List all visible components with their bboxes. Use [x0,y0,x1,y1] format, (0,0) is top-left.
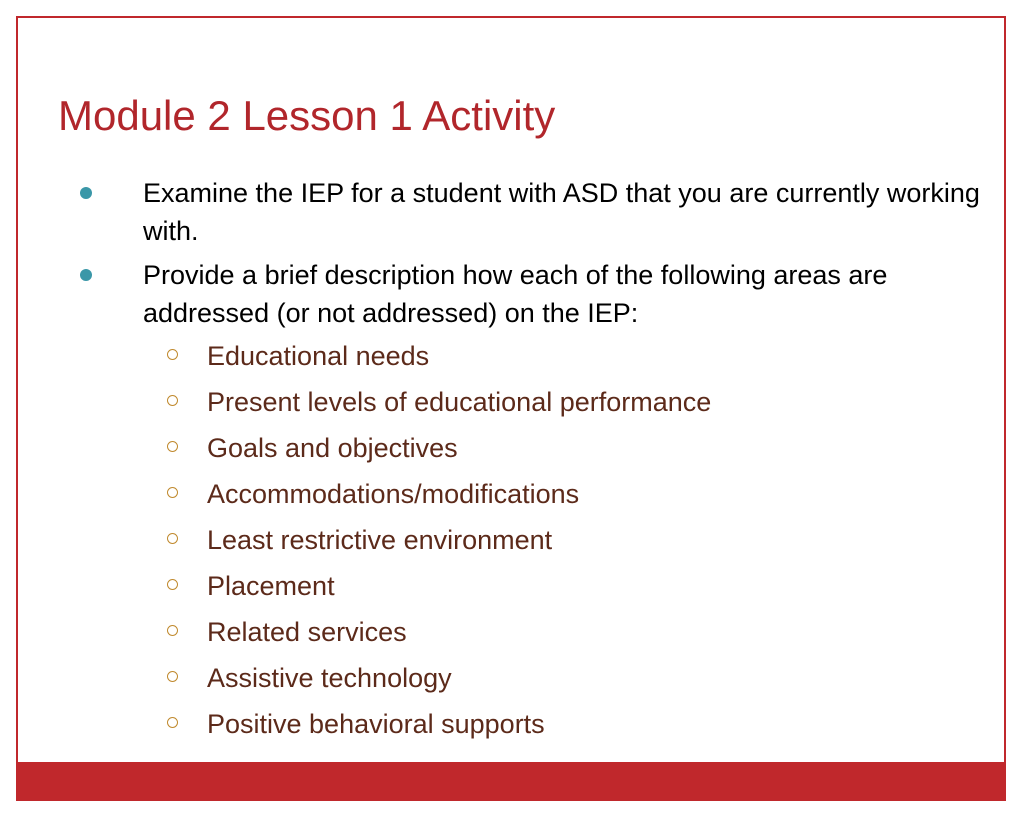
bullet-list [80,174,1010,758]
bullet-dot-icon [80,269,92,281]
sublist-item-label: Related services [207,617,407,647]
hollow-circle-icon [167,349,178,360]
sublist-item [143,522,1010,568]
sublist-item-label: Least restrictive environment [207,525,553,555]
hollow-circle-icon [167,487,178,498]
sublist-item-label: Educational needs [207,341,430,371]
area-sublist [143,338,1010,752]
hollow-circle-icon [167,717,178,728]
hollow-circle-icon [167,395,178,406]
sublist-item [143,338,1010,384]
sublist-item-label: Goals and objectives [207,433,458,463]
bullet-text: Examine the IEP for a student with ASD that you are currently working with. [143,178,980,246]
sublist-item-label: Placement [207,571,335,601]
sublist-item-label: Present levels of educational performance [207,387,712,417]
sublist-item [143,706,1010,752]
hollow-circle-icon [167,579,178,590]
bullet-dot-icon [80,187,92,199]
slide-title: Module 2 Lesson 1 Activity [58,92,556,139]
hollow-circle-icon [167,441,178,452]
hollow-circle-icon [167,671,178,682]
sublist-item [143,430,1010,476]
sublist-item-label: Positive behavioral supports [207,709,545,739]
bullet-item-examine [80,174,1010,250]
sublist-item [143,384,1010,430]
hollow-circle-icon [167,533,178,544]
sublist-item-label: Accommodations/modifications [207,479,580,509]
sublist-item [143,568,1010,614]
sublist-item [143,660,1010,706]
sublist-item [143,476,1010,522]
footer-band [16,762,1006,801]
sublist-item-label: Assistive technology [207,663,452,693]
bullet-item-describe [80,256,1010,752]
slide-frame [16,16,1006,801]
bullet-text: Provide a brief description how each of the following areas are addressed (or not addressed) on the IEP: [143,260,888,328]
sublist-item [143,614,1010,660]
hollow-circle-icon [167,625,178,636]
